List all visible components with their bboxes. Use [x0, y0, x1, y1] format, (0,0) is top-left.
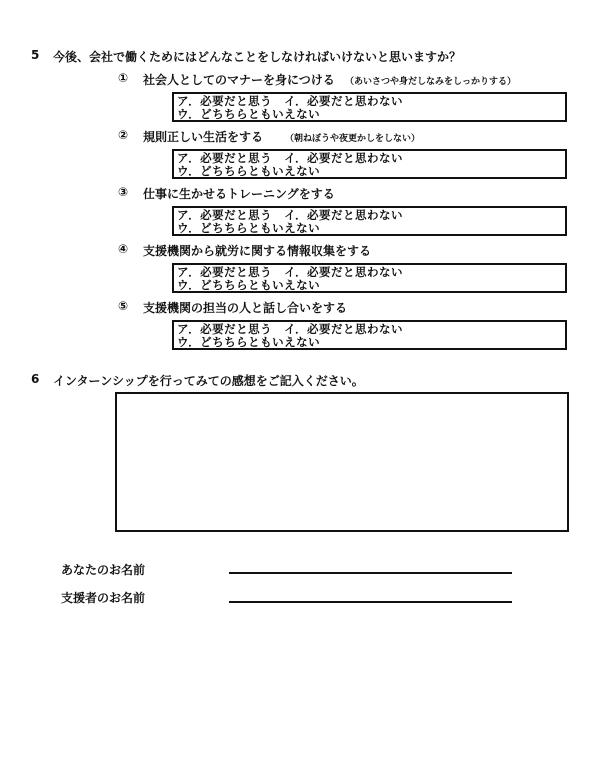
item-2-answer-box[interactable]	[172, 149, 567, 179]
item-1-label: 社会人としてのマナーを身につける	[143, 73, 335, 87]
question-6-number: 6	[31, 372, 40, 386]
question-5-number: 5	[31, 48, 40, 62]
item-4-answer-box[interactable]	[172, 263, 567, 293]
item-5-answer-box[interactable]	[172, 320, 567, 350]
item-1-options-line-1: ア．必要だと思う イ．必要だと思わない	[177, 94, 404, 108]
item-3-label: 仕事に生かせるトレーニングをする	[143, 187, 335, 201]
item-5-options-line-1: ア．必要だと思う イ．必要だと思わない	[177, 322, 404, 336]
item-3-options-line-2: ウ．どちちらともいえない	[177, 221, 321, 235]
item-5-label: 支援機関の担当の人と話し合いをする	[143, 301, 348, 315]
supporter-name-field[interactable]	[229, 601, 512, 603]
item-3-options-line-1: ア．必要だと思う イ．必要だと思わない	[177, 208, 404, 222]
question-6-title: インターンシップを行ってみての感想をご記入ください。	[53, 374, 364, 388]
item-2-options-line-2: ウ．どちちらともいえない	[177, 164, 321, 178]
item-4-options-line-1: ア．必要だと思う イ．必要だと思わない	[177, 265, 404, 279]
item-4-options-line-2: ウ．どちちらともいえない	[177, 278, 321, 292]
item-5-options-line-2: ウ．どちちらともいえない	[177, 335, 321, 349]
item-2-options-line-1: ア．必要だと思う イ．必要だと思わない	[177, 151, 404, 165]
item-1-note: （あいさつや身だしなみをしっかりする）	[345, 77, 517, 87]
your-name-label: あなたのお名前	[61, 563, 146, 577]
item-1-marker: ①	[118, 71, 129, 85]
item-5-marker: ⑤	[118, 299, 129, 313]
item-4-label: 支援機関から就労に関する情報収集をする	[143, 244, 372, 258]
item-2-label: 規則正しい生活をする	[143, 130, 264, 144]
item-1-answer-box[interactable]	[172, 92, 567, 122]
item-1-options-line-2: ウ．どちちらともいえない	[177, 107, 321, 121]
item-3-answer-box[interactable]	[172, 206, 567, 236]
item-3-marker: ③	[118, 185, 129, 199]
your-name-field[interactable]	[229, 572, 512, 574]
item-4-marker: ④	[118, 242, 129, 256]
item-2-note: （朝ねぼうや夜更かしをしない）	[285, 134, 421, 144]
item-2-marker: ②	[118, 128, 129, 142]
question-5-title: 今後、会社で働くためにはどんなことをしなければいけないと思いますか？	[53, 50, 462, 64]
supporter-name-label: 支援者のお名前	[61, 591, 146, 605]
impressions-textarea[interactable]	[115, 392, 569, 532]
